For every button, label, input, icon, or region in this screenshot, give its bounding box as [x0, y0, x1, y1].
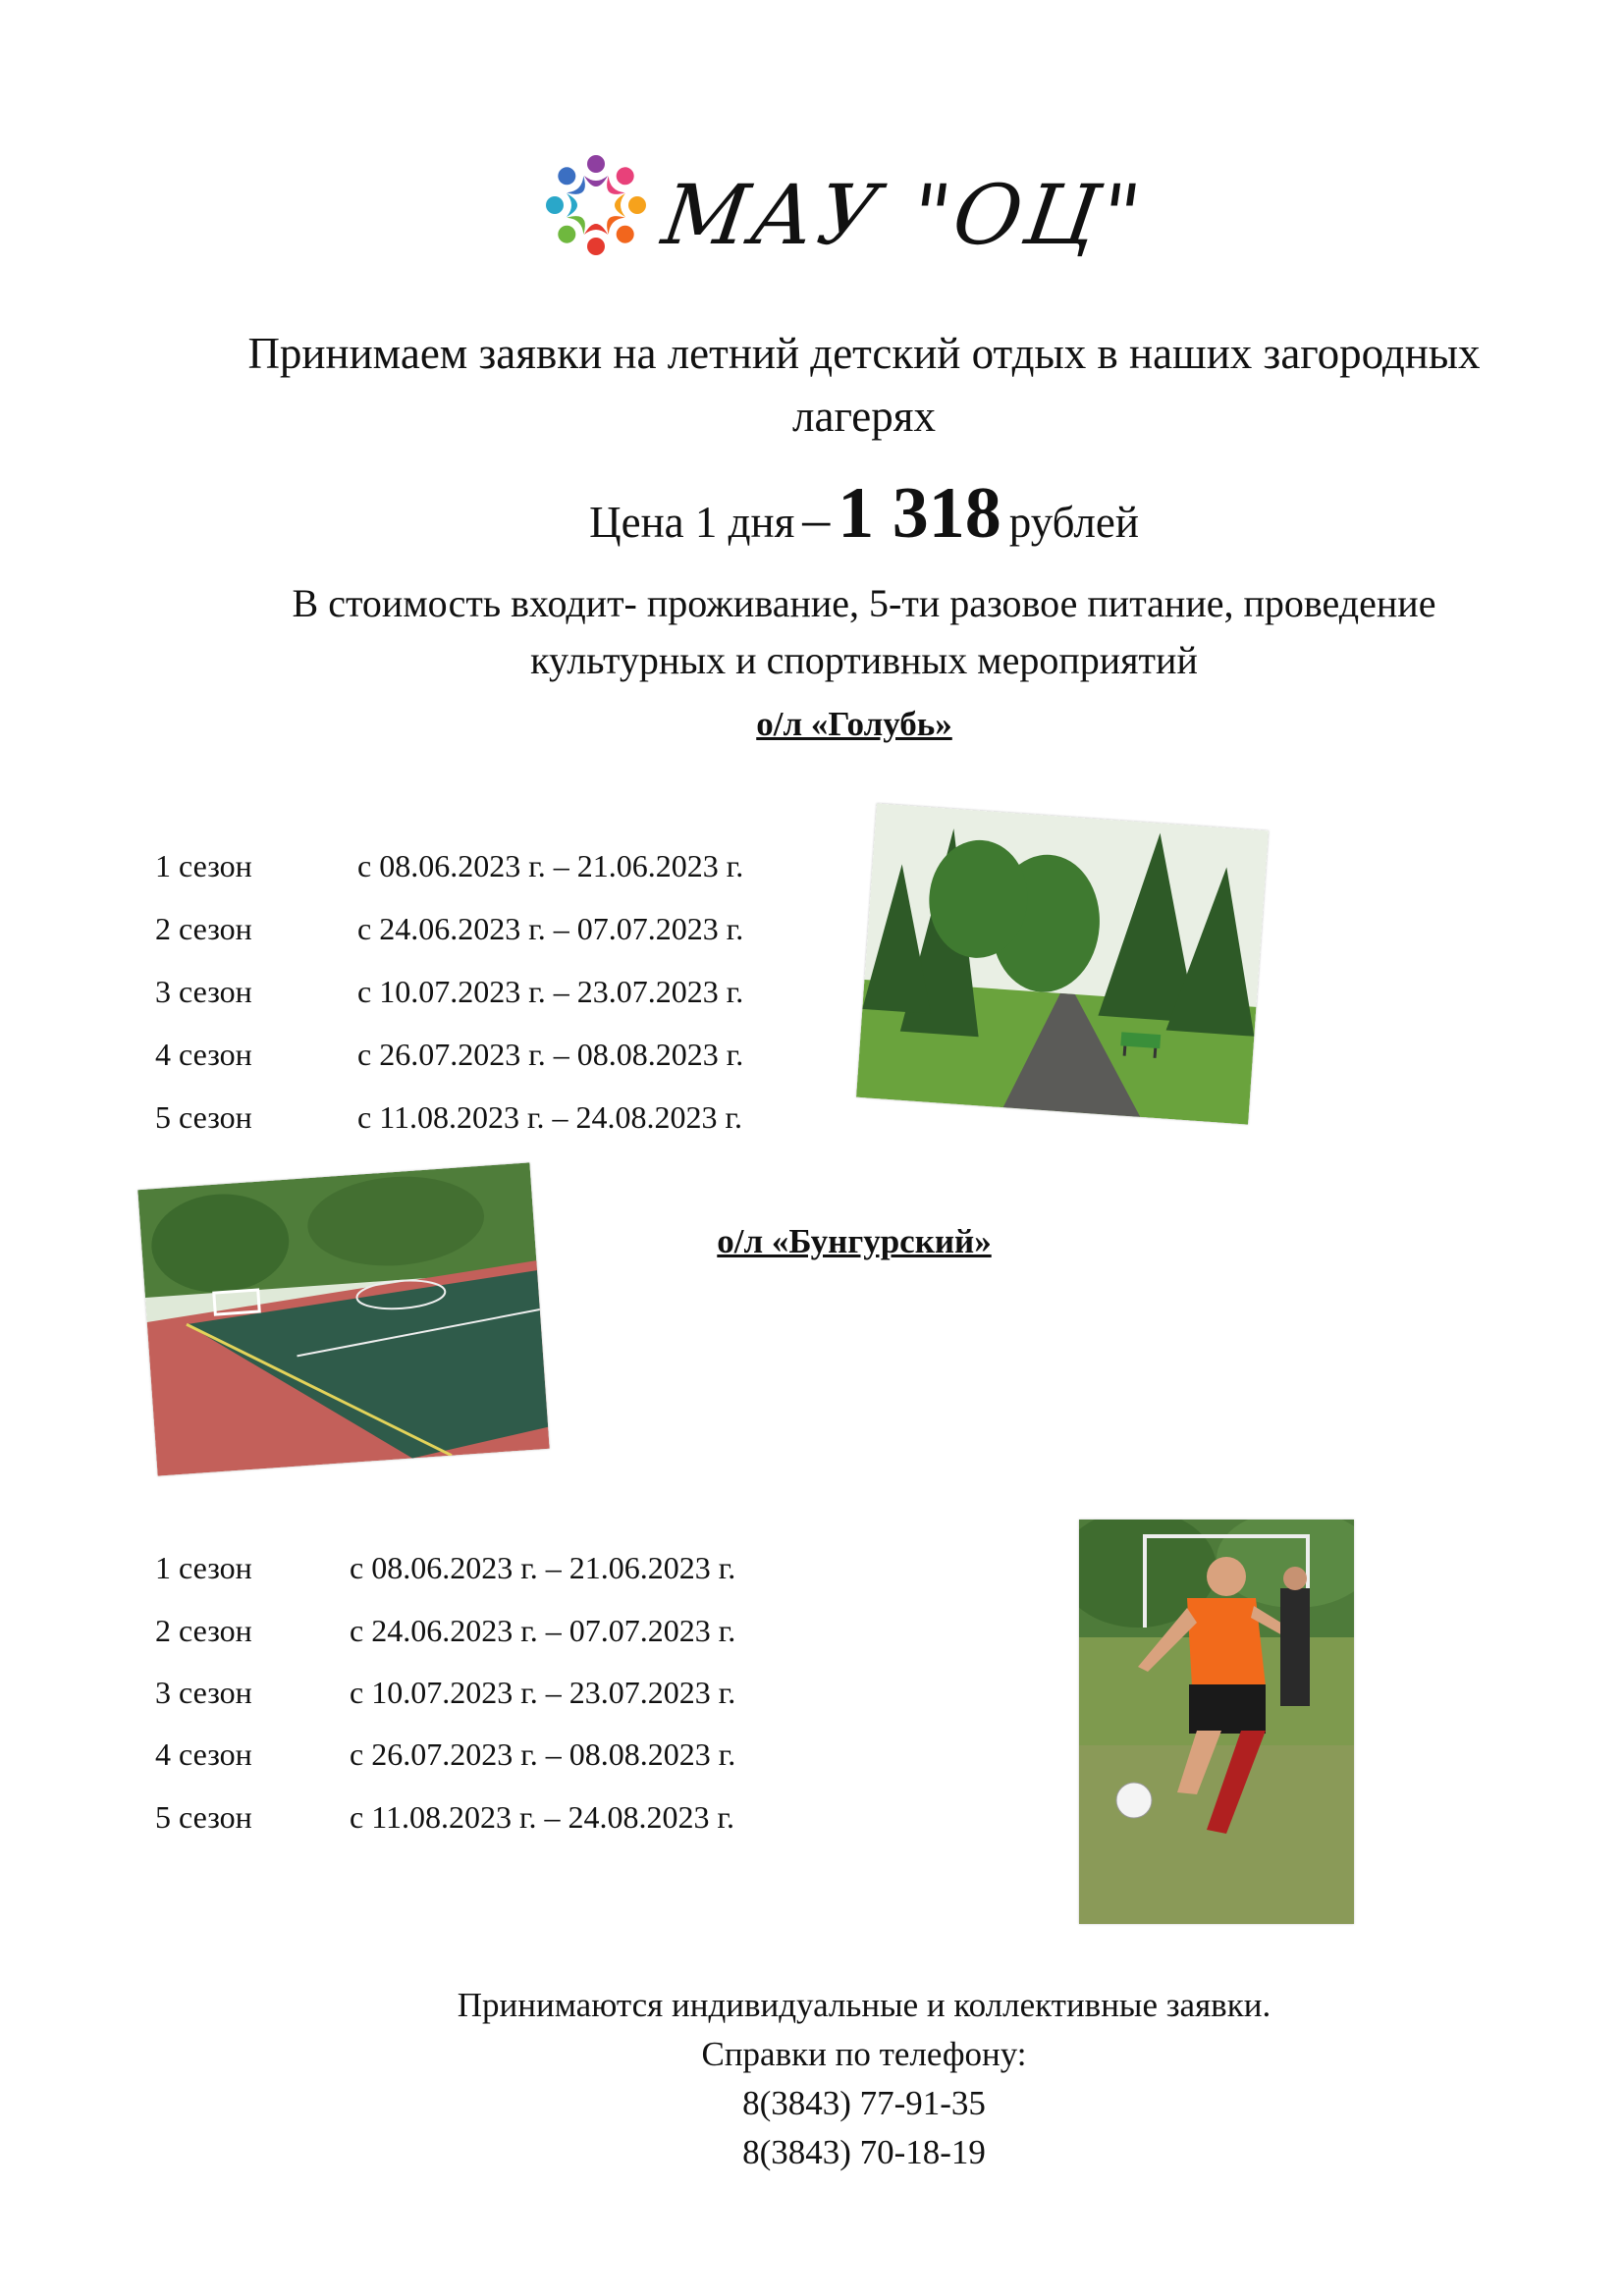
season-name: 1 сезон — [155, 848, 252, 883]
season-name: 3 сезон — [155, 1675, 252, 1710]
season-name: 3 сезон — [155, 974, 252, 1009]
season-dates: с 11.08.2023 г. – 24.08.2023 г. — [357, 1099, 743, 1135]
season-dates: с 26.07.2023 г. – 08.08.2023 г. — [357, 1037, 744, 1072]
logo — [538, 147, 1151, 265]
contacts-line-2: Справки по телефону: — [701, 2035, 1027, 2073]
price-line — [118, 469, 1610, 566]
heading-line-1: Принимаем заявки на летний детский отдых в наших загородных — [247, 329, 1481, 378]
season-name: 1 сезон — [155, 1550, 252, 1585]
soccer-player-photo — [1079, 1520, 1354, 1924]
heading-line-2: лагерях — [792, 392, 936, 441]
season-name: 4 сезон — [155, 1037, 252, 1072]
included-line-2: культурных и спортивных мероприятий — [530, 638, 1198, 682]
season-dates: с 10.07.2023 г. – 23.07.2023 г. — [357, 974, 744, 1009]
logo-emblem-icon — [538, 147, 654, 263]
season-dates: с 24.06.2023 г. – 07.07.2023 г. — [350, 1613, 736, 1648]
phone-1[interactable]: 8(3843) 77-91-35 — [742, 2084, 986, 2122]
season-dates: с 26.07.2023 г. – 08.08.2023 г. — [350, 1736, 736, 1772]
contacts-line-1: Принимаются индивидуальные и коллективные заявки. — [457, 1986, 1271, 2024]
season-dates: с 10.07.2023 г. – 23.07.2023 г. — [350, 1675, 736, 1710]
season-name: 4 сезон — [155, 1736, 252, 1772]
price-currency: рублей — [1008, 498, 1139, 547]
season-name: 2 сезон — [155, 1613, 252, 1648]
price-amount: 1 318 — [838, 473, 1001, 554]
camp-title-golub: о/л «Голубь» — [756, 705, 952, 743]
park-path-photo — [856, 803, 1269, 1124]
page-heading — [118, 322, 1610, 448]
season-name: 5 сезон — [155, 1799, 252, 1835]
price-prefix: Цена 1 дня — [589, 498, 795, 547]
included-services — [137, 575, 1591, 689]
included-line-1: В стоимость входит- проживание, 5-ти разовое питание, проведение — [292, 581, 1436, 625]
price-dash: – — [802, 489, 831, 550]
season-dates: с 08.06.2023 г. – 21.06.2023 г. — [350, 1550, 736, 1585]
contacts — [118, 1981, 1610, 2177]
season-name: 2 сезон — [155, 911, 252, 946]
season-dates: с 08.06.2023 г. – 21.06.2023 г. — [357, 848, 744, 883]
season-dates: с 24.06.2023 г. – 07.07.2023 г. — [357, 911, 744, 946]
camp-title-bungursky: о/л «Бунгурский» — [717, 1222, 992, 1260]
season-name: 5 сезон — [155, 1099, 252, 1135]
logo-text: МАУ "ОЦ" — [657, 167, 1151, 263]
season-dates: с 11.08.2023 г. – 24.08.2023 г. — [350, 1799, 735, 1835]
phone-2[interactable]: 8(3843) 70-18-19 — [742, 2133, 986, 2171]
sports-court-photo — [137, 1162, 549, 1475]
